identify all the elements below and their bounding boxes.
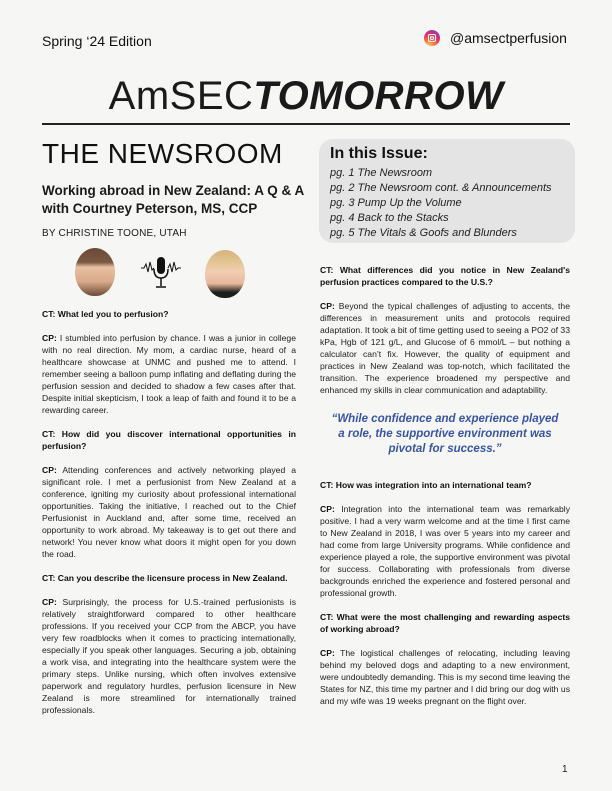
issue-item[interactable]: pg. 3 Pump Up the Volume (330, 197, 462, 209)
portrait-interviewee (205, 250, 245, 298)
answer (320, 647, 570, 707)
answer-label: CP: (320, 301, 335, 311)
social-handle-link[interactable] (424, 30, 567, 46)
in-this-issue-title: In this Issue: (330, 145, 428, 162)
article-byline: BY CHRISTINE TOONE, UTAH (42, 228, 187, 239)
answer-text: The logistical challenges of relocating, including leaving behind my beloved dogs and adapting to a new environment, were undoubtedly demanding. This is my second time leaving the States for NZ, this time my partner and I did bring our dog with us and my wife was 19 weeks pregnant on the flight over. (320, 648, 570, 706)
question: CT: What differences did you notice in New Zealand's perfusion practices compared to the U.S.? (320, 265, 570, 287)
issue-item[interactable]: pg. 1 The Newsroom (330, 167, 433, 179)
question: CT: What were the most challenging and rewarding aspects of working abroad? (320, 612, 570, 634)
right-column (320, 264, 570, 719)
answer-label: CP: (42, 597, 57, 607)
article-headline: Working abroad in New Zealand: A Q & A with Courtney Peterson, MS, CCP (42, 183, 304, 216)
masthead-bold: TOMORROW (253, 74, 504, 118)
question: CT: How did you discover international opportunities in perfusion? (42, 429, 296, 451)
question: CT: Can you describe the licensure process in New Zealand. (42, 573, 288, 583)
portrait-interviewer (75, 248, 115, 296)
masthead-divider (42, 123, 570, 125)
in-this-issue-box (319, 139, 575, 243)
issue-contents-list (330, 166, 552, 241)
answer-text: Integration into the international team was remarkably positive. I had a very warm welcome and at the time I first came to New Zealand in 2018, I was over 5 years into my career and had come from large University programs. While confidence and experience played a role, the supportive environment was pivotal for success. Collaborating with professionals from diverse backgrounds enriched the experience and fostered personal and professional growth. (320, 504, 570, 598)
answer (42, 596, 296, 716)
answer-text: Beyond the typical challenges of adjusting to accents, the differences in measurement units and protocols required adaptation. It took a bit of time getting used to seeing a PO2 of 33 kPa, Hgb of 121 g/L, and Glucose of 6 mmol/L – but nothing a calculator can’t fix. However, the quality of equipment and practices in New Zealand was top-notch, which facilitated the transition. The experience broadened my perspective and enhanced my skills in clear communication and adaptability. (320, 301, 570, 395)
issue-item[interactable]: pg. 2 The Newsroom cont. & Announcements (330, 182, 552, 194)
page-number: 1 (562, 764, 568, 775)
pull-quote: “While confidence and experience played a role, the supportive environment was pivotal for success.” (331, 413, 559, 455)
answer (320, 300, 570, 396)
answer (42, 464, 296, 560)
issue-item[interactable]: pg. 5 The Vitals & Goofs and Blunders (330, 227, 517, 239)
answer-text: Attending conferences and actively networking played a significant role. I met a perfusionist from New Zealand at a conference, igniting my curiosity about professional international opportunities. Taking the initiative, I reached out to the Chief Perfusionist in Auckland and, after some time, received an opportunity to work abroad. My takeaway is to get out there and network! You never know what doors it might open for you down the road. (42, 465, 296, 559)
podcast-microphone-icon (140, 256, 182, 290)
answer-text: Surprisingly, the process for U.S.-trained perfusionists is relatively straightforward compared to other healthcare professions. If you received your CCP from the ABCP, you have very few roadblocks when it comes to practicing internationally, especially if you speak other languages. Securing a job, obtaining a work visa, and integrating into the healthcare system were the primary steps. Unlike nursing, which often involves extensive paperwork and regulatory hurdles, perfusion licensure in New Zealand is more streamlined for internationally trained professionals. (42, 597, 296, 715)
answer (42, 332, 296, 416)
left-column (42, 308, 296, 728)
answer-label: CP: (320, 504, 335, 514)
section-title: THE NEWSROOM (42, 138, 283, 169)
answer (320, 503, 570, 599)
answer-label: CP: (42, 333, 57, 343)
edition-label: Spring ‘24 Edition (42, 33, 152, 49)
instagram-icon (424, 30, 440, 46)
issue-item[interactable]: pg. 4 Back to the Stacks (330, 212, 449, 224)
answer-label: CP: (320, 648, 335, 658)
answer-text: I stumbled into perfusion by chance. I was a junior in college with no real direction. My mom, a cardiac nurse, heard of a healthcare showcase at UNMC and pushed me to attend. I remember seeing a balloon pump inflating and deflating during the perfusion session and decided to shadow a few cases after that. Despite initial skepticism, I took a leap of faith and found it to be a rewarding career. (42, 333, 296, 415)
answer-label: CP: (42, 465, 57, 475)
question: CT: How was integration into an international team? (320, 480, 532, 490)
masthead (0, 72, 612, 120)
masthead-light: AmSEC (108, 74, 254, 118)
question: CT: What led you to perfusion? (42, 309, 169, 319)
social-handle: @amsectperfusion (450, 30, 567, 46)
